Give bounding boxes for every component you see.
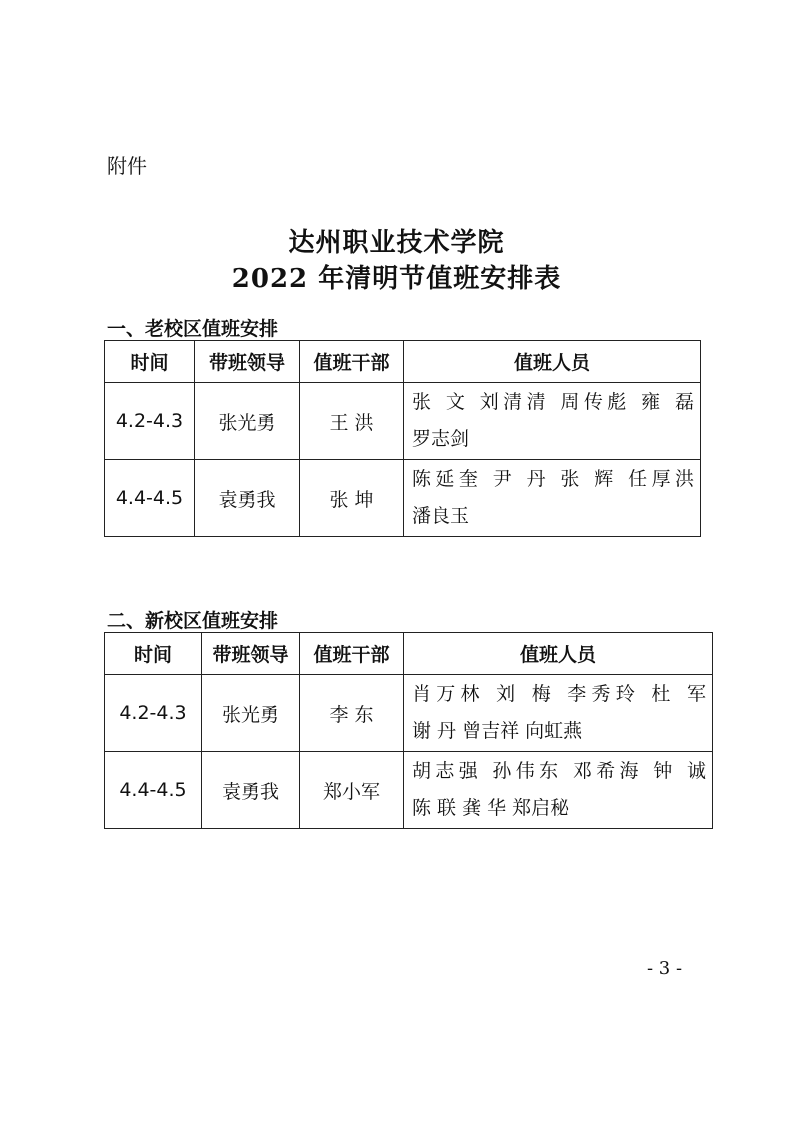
leader-cell: 张光勇 <box>195 383 300 460</box>
page-number: - 3 - <box>647 958 683 979</box>
header-time: 时间 <box>105 633 202 675</box>
time-cell: 4.2-4.3 <box>105 383 195 460</box>
document-subtitle: 2022 年清明节值班安排表 <box>231 264 562 294</box>
staff-line: 罗志剑 <box>412 428 470 450</box>
staff-line: 张 文 刘清清 周传彪 雍 磊 <box>412 391 694 413</box>
staff-cell <box>404 383 701 460</box>
attachment-label: 附件 <box>107 154 147 178</box>
staff-line: 肖万林 刘 梅 李秀玲 杜 军 <box>412 683 706 705</box>
schedule-table-new-campus <box>104 632 713 829</box>
table-row <box>105 675 713 752</box>
time-cell: 4.4-4.5 <box>105 460 195 537</box>
leader-cell: 袁勇我 <box>195 460 300 537</box>
document-title: 达州职业技术学院 <box>288 228 505 258</box>
cadre-cell: 张 坤 <box>300 460 404 537</box>
staff-line: 谢 丹 曾吉祥 向虹燕 <box>412 720 583 742</box>
leader-cell: 袁勇我 <box>202 752 300 829</box>
staff-line: 胡志强 孙伟东 邓希海 钟 诚 <box>412 760 706 782</box>
staff-line: 潘良玉 <box>412 505 470 527</box>
staff-cell <box>404 460 701 537</box>
table-row <box>105 460 701 537</box>
staff-cell <box>404 752 713 829</box>
table-header-row <box>105 633 713 675</box>
cadre-cell: 王 洪 <box>300 383 404 460</box>
header-cadre: 值班干部 <box>300 633 404 675</box>
table-row <box>105 752 713 829</box>
staff-cell <box>404 675 713 752</box>
table-row <box>105 383 701 460</box>
header-staff: 值班人员 <box>404 633 713 675</box>
cadre-cell: 李 东 <box>300 675 404 752</box>
section-heading-old-campus: 一、老校区值班安排 <box>107 318 279 340</box>
header-time: 时间 <box>105 341 195 383</box>
section-heading-new-campus: 二、新校区值班安排 <box>107 610 279 632</box>
cadre-cell: 郑小军 <box>300 752 404 829</box>
staff-line: 陈 联 龚 华 郑启秘 <box>412 797 570 819</box>
leader-cell: 张光勇 <box>202 675 300 752</box>
header-staff: 值班人员 <box>404 341 701 383</box>
header-cadre: 值班干部 <box>300 341 404 383</box>
time-cell: 4.2-4.3 <box>105 675 202 752</box>
header-leader: 带班领导 <box>195 341 300 383</box>
header-leader: 带班领导 <box>202 633 300 675</box>
table-header-row <box>105 341 701 383</box>
schedule-table-old-campus <box>104 340 701 537</box>
staff-line: 陈延奎 尹 丹 张 辉 任厚洪 <box>412 468 694 490</box>
time-cell: 4.4-4.5 <box>105 752 202 829</box>
